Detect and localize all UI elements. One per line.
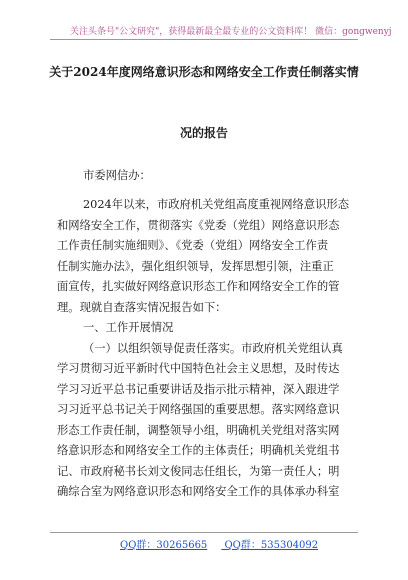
footer-divider bbox=[50, 532, 358, 533]
body-line: 和网络安全工作，贯彻落实《党委（党组）网络意识形态 bbox=[57, 218, 340, 232]
body-line: 络意识形态和网络安全工作的主体责任；明确机关党组书 bbox=[57, 444, 340, 457]
footer-contact bbox=[120, 536, 320, 551]
header-divider bbox=[50, 39, 358, 40]
body-line: 2024年以来，市政府机关党组高度重视网络意识形态 bbox=[83, 198, 349, 211]
body-line: 学习习近平总书记重要讲话及指示批示精神，深入跟进学 bbox=[57, 382, 340, 396]
document-title-line-1: 关于2024年度网络意识形态和网络安全工作责任制落实情 bbox=[49, 65, 359, 79]
footer-qq-group-2[interactable]: QQ群：535304092 bbox=[224, 540, 319, 551]
body-line: 记、市政府秘书长刘文俊同志任组长，为第一责任人；明 bbox=[57, 464, 340, 478]
body-line: 任制实施办法》，强化组织领导，发挥思想引领，注重正 bbox=[57, 259, 334, 273]
footer-qq-group-1[interactable]: QQ群：30265665 bbox=[120, 540, 208, 551]
salutation: 市委网信办： bbox=[83, 169, 151, 182]
document-title-line-2: 况的报告 bbox=[179, 126, 228, 140]
body-line: 面宣传，扎实做好网络意识形态工作和网络安全工作的管 bbox=[57, 280, 340, 293]
body-line: 学习贯彻习近平新时代中国特色社会主义思想，及时传达 bbox=[57, 362, 340, 375]
body-line: 形态工作责任制，调整领导小组，明确机关党组对落实网 bbox=[57, 423, 340, 437]
header-promo-note: 关注头条号"公文研究"，获得最新最全最专业的公文资料库！ 微信：gongwenyj bbox=[70, 27, 392, 37]
section-heading: 一、工作开展情况 bbox=[83, 321, 174, 334]
body-line: 理。现就自查落实情况报告如下： bbox=[57, 300, 227, 314]
body-line: 确综合室为网络意识形态和网络安全工作的具体承办科室 bbox=[57, 485, 340, 498]
body-line: 工作责任制实施细则》、《党委（党组）网络安全工作责 bbox=[57, 239, 329, 252]
body-line: （一）以组织领导促责任落实。市政府机关党组认真 bbox=[83, 341, 343, 355]
body-line: 习习近平总书记关于网络强国的重要思想。落实网络意识 bbox=[57, 403, 340, 416]
